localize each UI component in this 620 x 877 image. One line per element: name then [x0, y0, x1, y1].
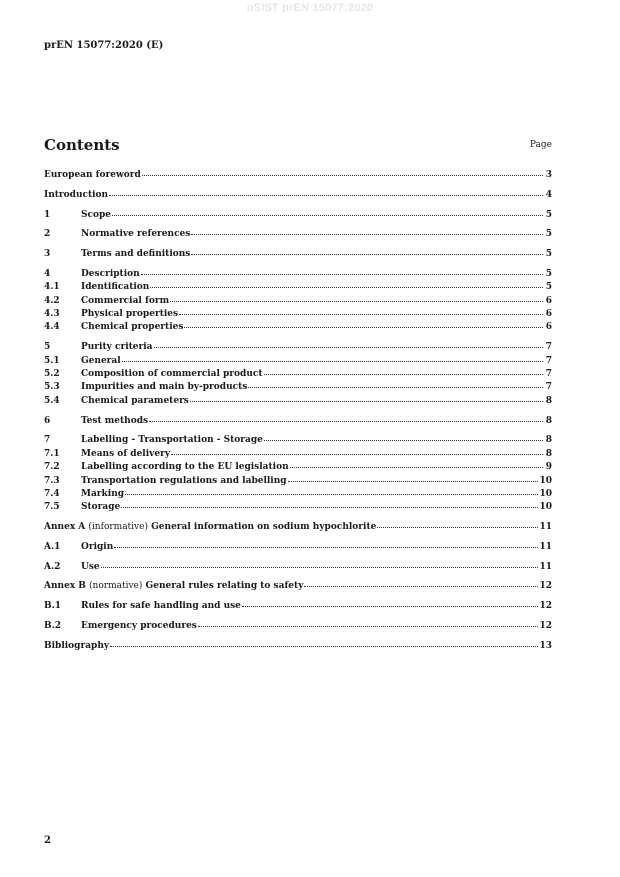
toc-entry[interactable] [44, 280, 552, 293]
toc-number: 2 [44, 229, 51, 240]
toc-title: Impurities and main by-products [81, 382, 248, 393]
dot-leader [170, 293, 543, 302]
annex-a-title: General information on sodium hypochlorite [151, 522, 377, 533]
toc-number: 5.2 [44, 369, 60, 380]
toc-entry[interactable] [44, 208, 552, 221]
toc-title: Rules for safe handling and use [81, 601, 241, 612]
toc-page-number: 11 [539, 561, 552, 572]
dot-leader [191, 246, 543, 255]
toc-title: Bibliography [44, 640, 110, 651]
toc-page-number: 6 [545, 309, 552, 320]
toc-title: Terms and definitions [81, 249, 191, 260]
toc-title: Introduction [44, 189, 109, 200]
dot-leader [190, 393, 543, 402]
toc-page-number: 8 [545, 395, 552, 406]
toc-number: 5.1 [44, 355, 60, 366]
dot-leader [198, 618, 539, 627]
toc-page-number: 10 [539, 502, 552, 513]
toc-page-number: 5 [545, 249, 552, 260]
dot-leader [122, 353, 543, 362]
toc-title: Chemical properties [81, 322, 184, 333]
toc-number: 5.3 [44, 382, 60, 393]
toc-page-number: 8 [545, 415, 552, 426]
toc-entry[interactable] [44, 500, 552, 513]
annex-b-prefix: Annex B [44, 581, 86, 592]
dot-leader [154, 339, 543, 348]
toc-page-number: 11 [539, 541, 552, 552]
toc-entry[interactable] [44, 414, 552, 427]
dot-leader [110, 638, 538, 647]
dot-leader [288, 473, 539, 482]
dot-leader [149, 413, 543, 422]
dot-leader [150, 279, 543, 288]
toc-number: 4.4 [44, 322, 60, 333]
toc-title: Identification [81, 282, 150, 293]
toc-page-number: 13 [539, 640, 552, 651]
dot-leader [101, 559, 539, 568]
toc-entry-a2[interactable] [44, 560, 552, 573]
toc-number: 7 [44, 435, 51, 446]
toc-page-number: 3 [545, 170, 552, 180]
toc-page-number: 4 [545, 189, 552, 200]
toc-entry-bibliography[interactable] [44, 639, 552, 652]
toc-entry[interactable] [44, 340, 552, 353]
toc-title: Test methods [81, 415, 149, 426]
toc-number: 7.1 [44, 448, 60, 459]
toc-entry[interactable] [44, 447, 552, 460]
toc-title: Transportation regulations and labelling [81, 475, 287, 486]
toc-entry[interactable] [44, 394, 552, 407]
toc-title: Composition of commercial product [81, 369, 263, 380]
toc-entry-a1[interactable] [44, 540, 552, 553]
toc-title: Description [81, 268, 140, 279]
toc-number: 5 [44, 342, 51, 353]
toc-number: 7.3 [44, 475, 60, 486]
annex-a-prefix: Annex A [44, 522, 86, 533]
dot-leader [242, 598, 539, 607]
toc-number: 4.1 [44, 282, 60, 293]
toc-number: 4.2 [44, 295, 60, 306]
toc-number: B.1 [44, 601, 62, 612]
toc-entry[interactable] [44, 474, 552, 487]
toc-page-number: 7 [545, 355, 552, 366]
toc-page-number: 10 [539, 475, 552, 486]
toc-entry[interactable] [44, 227, 552, 240]
toc-number: 7.4 [44, 488, 60, 499]
toc-number: 7.5 [44, 502, 60, 513]
document-id: prEN 15077:2020 (E) [44, 40, 164, 51]
toc-entry[interactable] [44, 380, 552, 393]
dot-leader [114, 539, 538, 548]
dot-leader [179, 306, 543, 315]
toc-page-number: 6 [545, 295, 552, 306]
toc-title: European foreword [44, 170, 141, 180]
dot-leader [121, 499, 538, 508]
toc-title: Labelling according to the EU legislation [81, 462, 289, 473]
toc-entry-b2[interactable] [44, 619, 552, 632]
dot-leader [264, 366, 543, 375]
toc-page-number: 10 [539, 488, 552, 499]
dot-leader [377, 519, 538, 528]
dot-leader [142, 167, 543, 176]
toc-title: Marking [81, 488, 125, 499]
toc-title: Purity criteria [81, 342, 153, 353]
dot-leader [191, 226, 543, 235]
toc-title: Use [81, 561, 100, 572]
contents-heading: Contents [44, 136, 120, 154]
toc-entry[interactable] [44, 320, 552, 333]
toc-page-number: 5 [545, 209, 552, 220]
toc-number: A.1 [44, 541, 61, 552]
toc-entry[interactable] [44, 354, 552, 367]
toc-number: A.2 [44, 561, 61, 572]
dot-leader [248, 379, 543, 388]
toc-entry[interactable] [44, 433, 552, 446]
dot-leader [141, 266, 543, 275]
dot-leader [290, 459, 543, 468]
toc-entry-annex-b[interactable] [44, 579, 552, 592]
dot-leader [184, 319, 543, 328]
dot-leader [109, 187, 543, 196]
toc-entry[interactable] [44, 294, 552, 307]
toc-page-number: 8 [545, 448, 552, 459]
toc-page-number: 9 [545, 462, 552, 473]
toc-page-number: 5 [545, 268, 552, 279]
toc-title: Physical properties [81, 309, 179, 320]
toc-entry[interactable] [44, 247, 552, 260]
toc-page-number: 7 [545, 369, 552, 380]
toc-number: 5.4 [44, 395, 60, 406]
footer-page-number: 2 [44, 835, 51, 846]
toc-page-number: 5 [545, 282, 552, 293]
toc-title: Normative references [81, 229, 191, 240]
toc-page-number: 7 [545, 342, 552, 353]
toc-entry[interactable] [44, 367, 552, 380]
toc-title: Origin [81, 541, 114, 552]
toc-number: B.2 [44, 621, 62, 632]
toc-page-number: 5 [545, 229, 552, 240]
dot-leader [264, 432, 543, 441]
toc-page-number: 12 [539, 601, 552, 612]
toc-page-number: 8 [545, 435, 552, 446]
toc-title: Means of delivery [81, 448, 171, 459]
toc-title: Scope [81, 209, 112, 220]
annex-b-kind: (normative) [89, 581, 143, 592]
toc-number: 3 [44, 249, 51, 260]
dot-leader [171, 446, 543, 455]
toc-entry[interactable] [44, 307, 552, 320]
dot-leader [112, 207, 543, 216]
toc-entry[interactable] [44, 168, 552, 181]
toc-entry[interactable] [44, 267, 552, 280]
watermark: oSIST prEN 15077:2020 [246, 2, 374, 14]
toc-page-number: 11 [539, 522, 552, 533]
toc-entry[interactable] [44, 487, 552, 500]
toc-number: 4.3 [44, 309, 60, 320]
toc-page-number: 12 [539, 621, 552, 632]
toc-entry[interactable] [44, 460, 552, 473]
toc-title: Storage [81, 502, 121, 513]
toc-title: General [81, 355, 121, 366]
dot-leader [304, 578, 538, 587]
annex-a-kind: (informative) [88, 522, 148, 533]
table-of-contents [44, 168, 552, 652]
toc-entry-annex-a[interactable] [44, 520, 552, 533]
dot-leader [125, 486, 538, 495]
annex-b-title: General rules relating to safety [145, 581, 304, 592]
toc-page-number: 12 [539, 581, 552, 592]
toc-number: 1 [44, 209, 51, 220]
toc-title: Commercial form [81, 295, 170, 306]
toc-page-number: 6 [545, 322, 552, 333]
toc-number: 4 [44, 268, 51, 279]
toc-number: 6 [44, 415, 51, 426]
toc-page-number: 7 [545, 382, 552, 393]
toc-title: Labelling - Transportation - Storage [81, 435, 263, 446]
toc-title: Emergency procedures [81, 621, 197, 632]
toc-number: 7.2 [44, 462, 60, 473]
toc-title: Chemical parameters [81, 395, 189, 406]
toc-entry-b1[interactable] [44, 599, 552, 612]
toc-entry[interactable] [44, 188, 552, 201]
page-column-label: Page [529, 140, 552, 150]
